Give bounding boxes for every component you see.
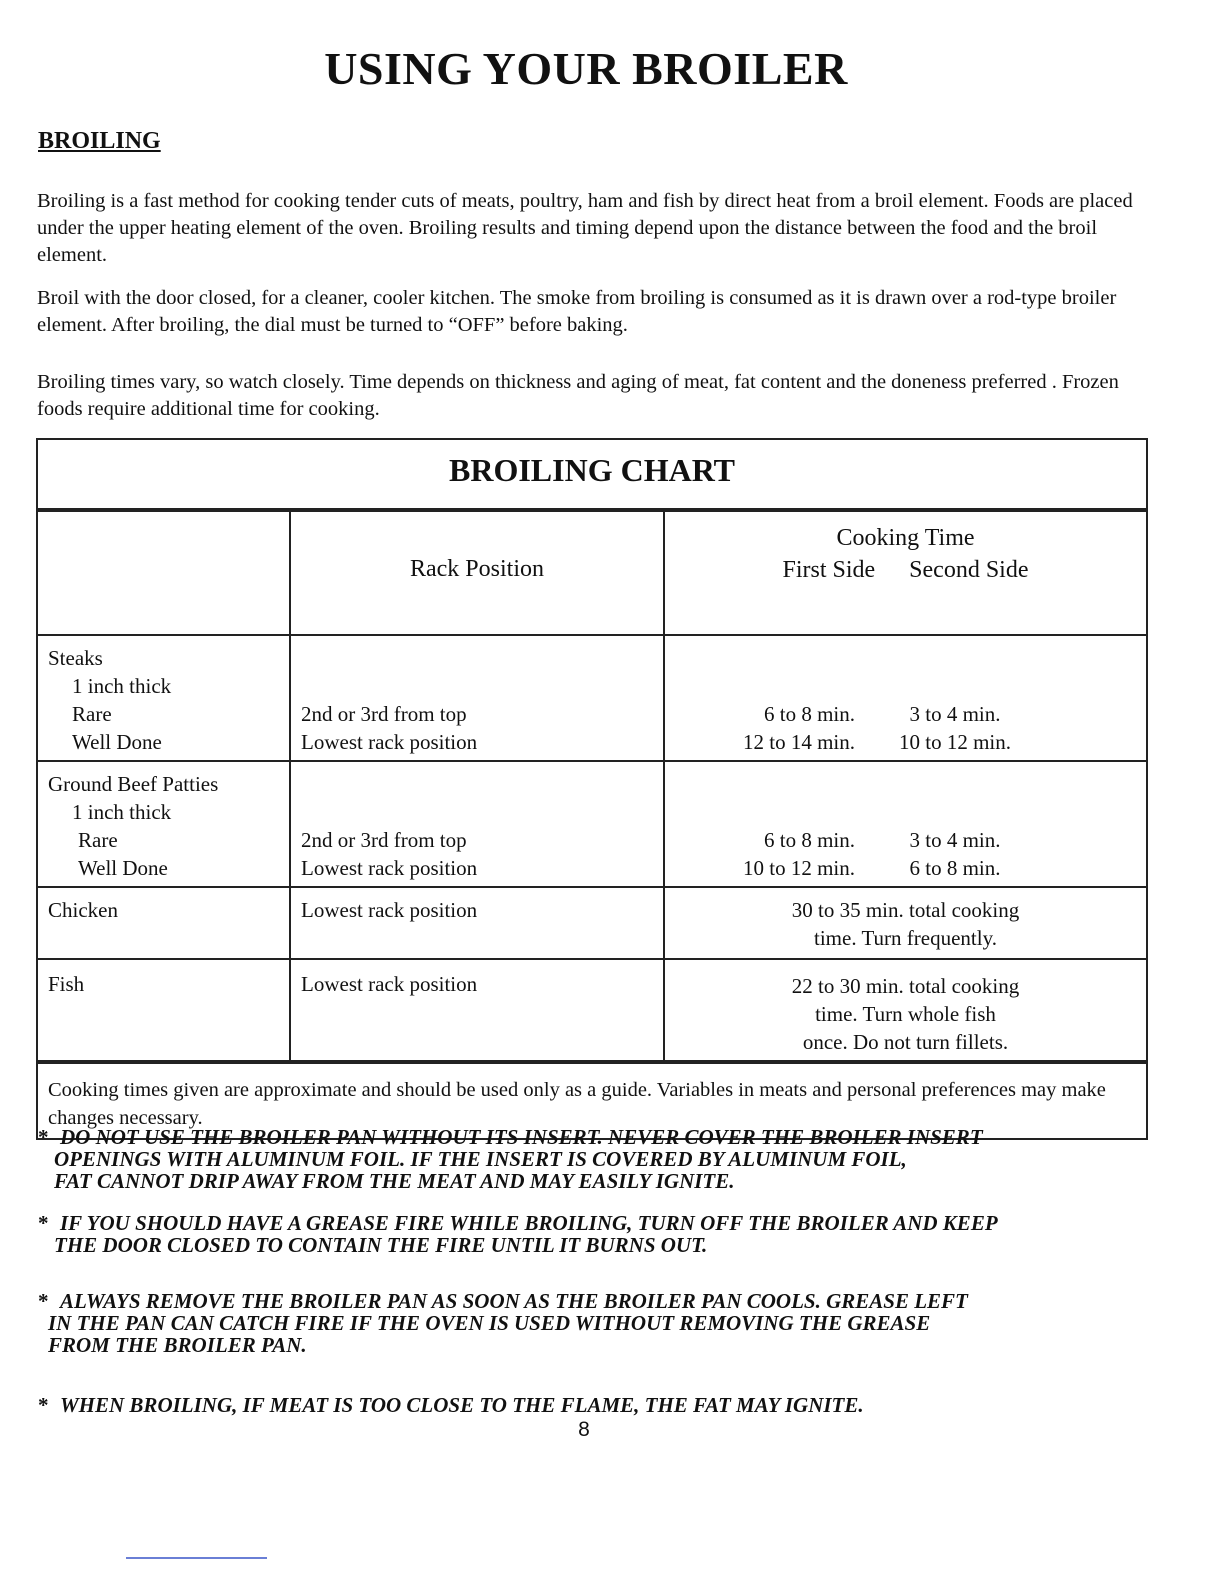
warning-broiler-insert: * DO NOT USE THE BROILER PAN WITHOUT ITS INSERT. NEVER COVER THE BROILER INSERT OPENINGS WITH ALUMINUM FOIL. IF THE INSERT IS COVERED BY ALUMINUM FOIL, FAT CANNOT DRIP AWAY FROM THE MEAT AND MAY EASILY IGNITE.: [38, 1126, 1148, 1192]
door-paragraph: Broil with the door closed, for a cleaner, cooler kitchen. The smoke from broiling is consumed as it is drawn over a rod-type broiler element. After broiling, the dial must be turned to “OFF” before baking.: [37, 287, 1117, 336]
patties-name: Ground Beef Patties: [48, 772, 219, 796]
fish-time-line2: time. Turn whole fish: [815, 1002, 996, 1026]
patties-rare: Rare: [78, 828, 118, 852]
steaks-well-second: 10 to 12 min.: [898, 730, 1011, 754]
header-second-side: Second Side: [909, 557, 1029, 583]
warning-2-line-1: IF YOU SHOULD HAVE A GREASE FIRE WHILE BROILING, TURN OFF THE BROILER AND KEEP: [60, 1211, 998, 1235]
steaks-time-cell: [664, 635, 1147, 761]
page-title: USING YOUR BROILER: [324, 43, 848, 94]
header-first-side: First Side: [782, 557, 876, 583]
table-row-patties: [37, 761, 1147, 887]
steaks-rare: Rare: [72, 702, 112, 726]
warning-remove-pan: * ALWAYS REMOVE THE BROILER PAN AS SOON AS THE BROILER PAN COOLS. GREASE LEFT IN THE PAN CAN CATCH FIRE IF THE OVEN IS USED WITHOUT REMOVING THE GREASE FROM THE BROILER PAN.: [38, 1290, 1148, 1356]
fish-time-line3: once. Do not turn fillets.: [802, 1030, 1009, 1054]
warning-4-line-1: WHEN BROILING, IF MEAT IS TOO CLOSE TO THE FLAME, THE FAT MAY IGNITE.: [60, 1393, 864, 1417]
patties-thickness: 1 inch thick: [72, 800, 172, 824]
warning-1-line-1: DO NOT USE THE BROILER PAN WITHOUT ITS INSERT. NEVER COVER THE BROILER INSERT: [60, 1125, 983, 1149]
steaks-thickness: 1 inch thick: [72, 674, 172, 698]
page-number: 8: [578, 1418, 590, 1441]
chicken-time-cell: [664, 887, 1147, 959]
broiling-chart-table: [36, 438, 1148, 1140]
chicken-name: Chicken: [37, 887, 290, 959]
table-row-steaks: [37, 635, 1147, 761]
chart-header-row: [37, 510, 1147, 635]
steaks-well-first: 12 to 14 min.: [742, 730, 855, 754]
patties-time-cell: [664, 761, 1147, 887]
table-row-chicken: [37, 887, 1147, 959]
chart-note: Cooking times given are approximate and should be used only as a guide. Variables in meats and personal preferences may make changes necessary.: [37, 1062, 1147, 1139]
warning-1-line-3: FAT CANNOT DRIP AWAY FROM THE MEAT AND MAY EASILY IGNITE.: [54, 1169, 735, 1193]
chicken-rack: Lowest rack position: [290, 887, 664, 959]
warning-2-line-2: THE DOOR CLOSED TO CONTAIN THE FIRE UNTIL IT BURNS OUT.: [54, 1233, 708, 1257]
steaks-rack-cell: [290, 635, 664, 761]
section-heading-broiling: BROILING: [38, 128, 161, 154]
intro-paragraph: Broiling is a fast method for cooking tender cuts of meats, poultry, ham and fish by direct heat from a broil element. Foods are placed under the upper heating element of the oven. Broiling results and timing depend upon the distance between the food and the broil element.: [37, 190, 1133, 266]
timing-paragraph: Broiling times vary, so watch closely. Time depends on thickness and aging of meat, fat content and the doneness preferred . Frozen foods require additional time for cooking.: [37, 371, 1119, 420]
header-food-cell: [37, 510, 290, 635]
warning-3-line-2: IN THE PAN CAN CATCH FIRE IF THE OVEN IS USED WITHOUT REMOVING THE GREASE: [48, 1311, 931, 1335]
patties-food-cell: [37, 761, 290, 887]
patties-rare-first: 6 to 8 min.: [763, 828, 855, 852]
chicken-time-line2: time. Turn frequently.: [814, 926, 997, 950]
header-rack-position: Rack Position: [290, 510, 664, 635]
patties-rare-second: 3 to 4 min.: [909, 828, 1001, 852]
steaks-food-cell: [37, 635, 290, 761]
warning-1-line-2: OPENINGS WITH ALUMINUM FOIL. IF THE INSERT IS COVERED BY ALUMINUM FOIL,: [54, 1147, 907, 1171]
steaks-well-done: Well Done: [72, 730, 162, 754]
steaks-rack-well: Lowest rack position: [301, 730, 478, 754]
header-cooking-time: [664, 510, 1147, 635]
patties-rack-well: Lowest rack position: [301, 856, 478, 880]
patties-well-done: Well Done: [78, 856, 168, 880]
warning-grease-fire: * IF YOU SHOULD HAVE A GREASE FIRE WHILE BROILING, TURN OFF THE BROILER AND KEEP THE DOOR CLOSED TO CONTAIN THE FIRE UNTIL IT BURNS OUT.: [38, 1212, 1148, 1256]
steaks-rare-second: 3 to 4 min.: [909, 702, 1001, 726]
steaks-rare-first: 6 to 8 min.: [763, 702, 855, 726]
patties-well-first: 10 to 12 min.: [742, 856, 855, 880]
fish-time-line1: 22 to 30 min. total cooking: [791, 974, 1020, 998]
chart-title: BROILING CHART: [37, 439, 1147, 510]
warning-meat-too-close: * WHEN BROILING, IF MEAT IS TOO CLOSE TO THE FLAME, THE FAT MAY IGNITE.: [38, 1393, 864, 1417]
steaks-rack-rare: 2nd or 3rd from top: [301, 702, 467, 726]
steaks-name: Steaks: [48, 646, 103, 670]
table-row-fish: [37, 959, 1147, 1062]
warning-3-line-1: ALWAYS REMOVE THE BROILER PAN AS SOON AS THE BROILER PAN COOLS. GREASE LEFT: [60, 1289, 968, 1313]
chicken-time-line1: 30 to 35 min. total cooking: [791, 898, 1020, 922]
patties-rack-cell: [290, 761, 664, 887]
fish-name: Fish: [37, 959, 290, 1062]
header-cooking-time-label: Cooking Time: [836, 525, 975, 551]
fish-time-cell: [664, 959, 1147, 1062]
bottom-rule: [126, 1557, 267, 1559]
fish-rack: Lowest rack position: [290, 959, 664, 1062]
patties-rack-rare: 2nd or 3rd from top: [301, 828, 467, 852]
warning-3-line-3: FROM THE BROILER PAN.: [48, 1333, 307, 1357]
patties-well-second: 6 to 8 min.: [909, 856, 1001, 880]
